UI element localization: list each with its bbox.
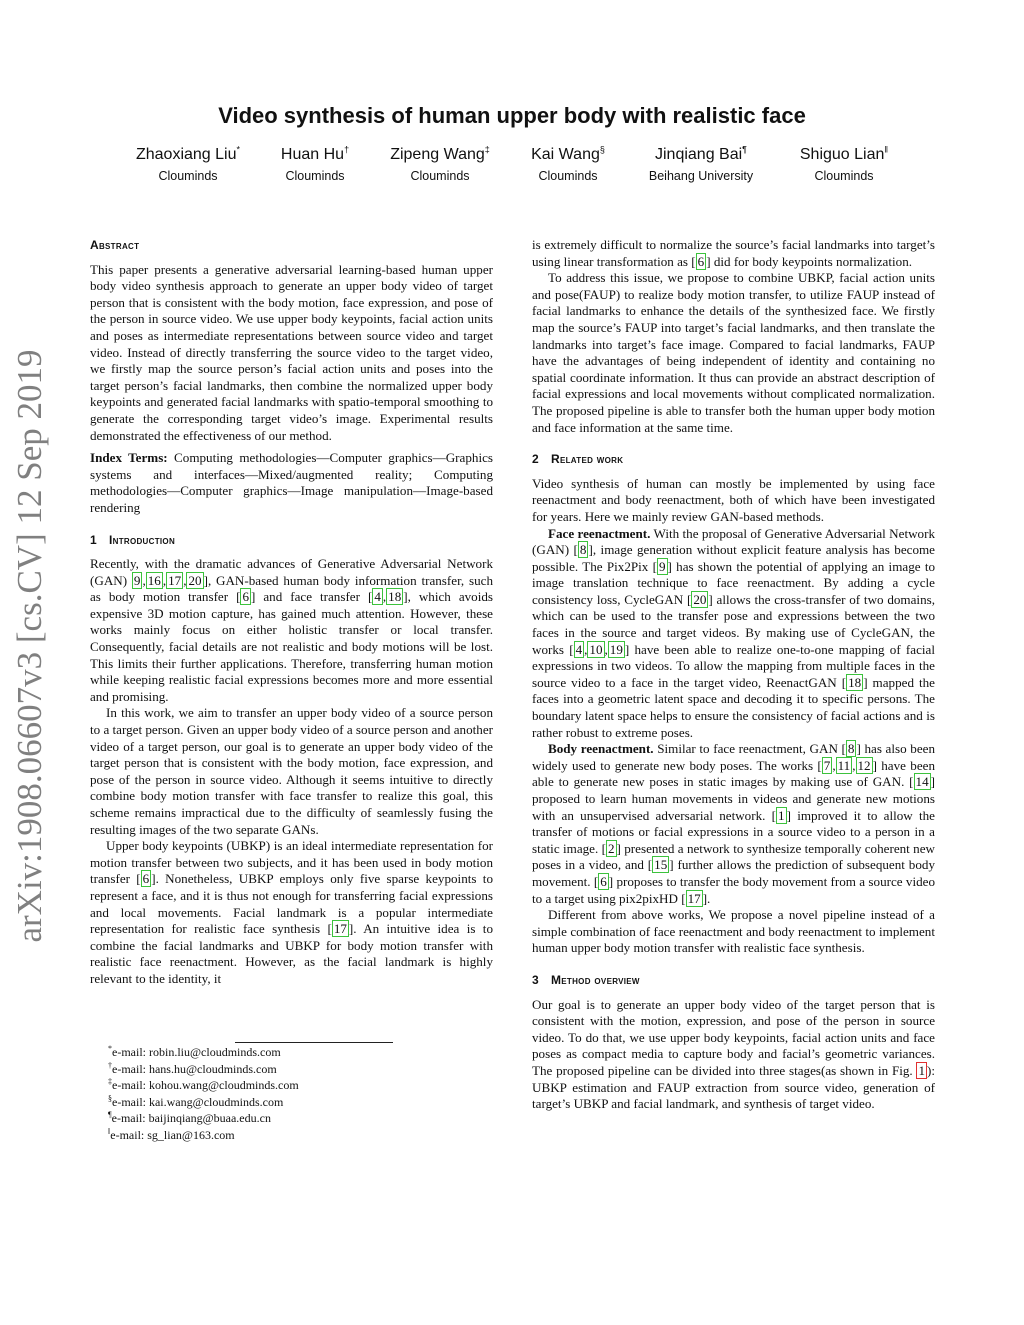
paper-title: Video synthesis of human upper body with realistic face: [218, 103, 806, 128]
citation-link[interactable]: 17: [687, 890, 701, 906]
figure-link[interactable]: 1: [918, 1062, 925, 1078]
paragraph: Upper body keypoints (UBKP) is an ideal intermediate representation for motion transfer between two subjects, and it has been used in body motion transfer [ 6 ]. Nonetheless, UBKP employs only five sparse keypoints to represent a face, and it is thus not enough for transferring facial expressions and local movements. Facial landmark is a popular intermediate representation for realistic face synthesis [ 17 ]. An intuitive idea is to combine the facial landmarks and UBKP for body motion transfer with realistic face reenactment. However, as the facial landmark is highly relevant to the identity, it: [90, 838, 493, 986]
author-block: [784, 146, 904, 183]
citation-link[interactable]: 10: [589, 641, 603, 657]
paragraph: is extremely difficult to normalize the source’s facial landmarks into target’s using linear transformation as [ 6 ] did for body keypoints normalization.: [532, 237, 935, 269]
author-mark: †: [344, 144, 350, 155]
author-block: [380, 146, 500, 183]
paragraph: Our goal is to generate an upper body video of the target person that is consistent with the motion, expression, and pose of the person in source video. To do that, we use upper body keypoints, facial action units and face poses as compact media to capture body and facial’s geometric variances. The proposed pipeline can be divided into three stages(as shown in Fig. 1 ): UBKP estimation and FAUP extraction from source video, generation of target’s UBKP and facial landmark, and synthesis of target video.: [532, 996, 935, 1112]
citation-link[interactable]: 9: [658, 558, 666, 574]
footnote: §e-mail: kai.wang@cloudminds.com: [108, 1093, 284, 1109]
author-name: Kai Wang: [531, 146, 600, 163]
section-heading: [532, 972, 935, 989]
footnote: †e-mail: hans.hu@cloudminds.com: [108, 1060, 277, 1076]
paragraph: Body reenactment. Similar to face reenactment, GAN [ 8 ] has also been widely used to generate new body poses. The works [ 7 , 11 , 12 ] have been able to generate new poses in static images by making use of GAN. [ 14 ] proposed to learn human movements in videos and generate new motions with an unsupervised adversarial network. [ 1 ] improved it to allow the transfer of motions or facial expressions in a source video to a person in a static image. [ 2 ] presented a network to synthesize temporally coherent new poses in a video, and [ 15 ] further allows the prediction of subsequent body movement. [ 6 ] proposes to transfer the body movement from a source video to a target using pix2pixHD [ 17 ].: [532, 741, 936, 906]
citation-link[interactable]: 17: [168, 572, 182, 588]
author-affiliation: Beihang University: [648, 169, 754, 183]
footnote: *e-mail: robin.liu@cloudminds.com: [108, 1044, 281, 1059]
paragraph: Face reenactment. With the proposal of Generative Adversarial Network (GAN) [ 8 ], image generation without explicit feature analysis has become possible. The Pix2Pix [ 9 ] has shown the potential of applying an image to image translation technique to face reenactment. By adding a cycle consistency loss, CycleGAN [ 20 ] allows the cross-transfer of two domains, which can be used to the transfer pose and expressions between the two faces in the source and target videos. By making use of CycleGAN, the works [ 4 , 10 , 19 ] have been able to realize one-to-one mapping of facial expressions in two videos. To allow the mapping from multiple faces in the source video to a face in the target video, ReenactGAN [ 18 ] mapped the faces into a geometric latent space and decoding it to specific persons. The boundary latent space helps to ensure the consistency of facial actions and is rather robust to extreme poses.: [532, 525, 936, 740]
citation-link[interactable]: 20: [693, 591, 707, 607]
paragraph-label: Body reenactment.: [548, 741, 654, 757]
citation-link[interactable]: 6: [600, 873, 607, 889]
section-number: 2: [532, 452, 539, 467]
left-column: [90, 237, 493, 988]
citation-link[interactable]: 20: [188, 572, 202, 588]
author-name: Huan Hu: [280, 146, 345, 163]
citation-link[interactable]: 9: [133, 572, 141, 588]
abstract-text: This paper presents a generative adversarial learning-based human upper body video synthesis approach to generate an upper body video of target person that is consistent with the body motion, face expression, and pose of the person in source video. We use upper body keypoints, facial action units and poses as intermediate representations between source video and target video. Instead of directly transferring the source video to the target video, we firstly map the source person’s facial action units and poses into the target person’s facial landmarks, then combine the normalized upper body keypoints and generated facial landmarks with spatio-temporal smoothing to generate the corresponding target video’s image. Experimental results demonstrated the effectiveness of our method.: [90, 261, 493, 443]
citation-link[interactable]: 16: [147, 572, 161, 588]
citation-link[interactable]: 15: [654, 857, 668, 873]
author-mark: ‡: [484, 144, 490, 155]
author-name: Zhaoxiang Liu: [135, 146, 237, 163]
author-mark: *: [236, 144, 241, 155]
author-block: [260, 146, 370, 183]
citation-link[interactable]: 8: [847, 741, 855, 757]
author-name: Shiguo Lian: [799, 146, 885, 163]
footnote: ¶e-mail: baijinqiang@buaa.edu.cn: [108, 1110, 271, 1126]
abstract-heading: Abstract: [90, 238, 140, 252]
author-mark: §: [599, 144, 605, 155]
citation-link[interactable]: 19: [609, 641, 623, 657]
author-name: Jinqiang Bai: [654, 146, 743, 163]
author-affiliation: Clouminds: [814, 169, 874, 183]
citation-link[interactable]: 11: [837, 757, 851, 773]
author-name: Zipeng Wang: [390, 146, 485, 163]
paragraph-label: Face reenactment.: [548, 525, 651, 541]
author-block: [636, 146, 766, 183]
section-heading: [90, 532, 493, 549]
citation-link[interactable]: 17: [333, 921, 347, 937]
author-block: [128, 146, 248, 183]
citation-link[interactable]: 6: [697, 253, 705, 269]
right-column: [532, 237, 935, 1113]
citation-link[interactable]: 4: [374, 589, 381, 605]
citation-link[interactable]: 14: [915, 774, 929, 790]
citation-link[interactable]: 12: [857, 757, 871, 773]
arxiv-id: arXiv:1908.06607v3 [cs.CV] 12 Sep 2019: [10, 349, 49, 943]
author-mark: ¶: [742, 144, 747, 155]
section-title: Related work: [550, 452, 624, 467]
paragraph: In this work, we aim to transfer an upper body video of a source person to a target person. Given an upper body video of a source person and another video of a target person, our goal is to generate an upper body video of the target person that is consistent with the body motion, face expression, and pose of the person in source video. Although it seems intuitive to directly combine body motion transfer with face transfer to realize this goal, this scheme remains impractical due to the difficulty of seamlessly fusing the resulting images of the two separate GANs.: [90, 705, 493, 837]
index-terms-label: Index Terms:: [90, 450, 168, 466]
author-block: [513, 146, 623, 183]
citation-link[interactable]: 6: [142, 871, 150, 887]
citation-link[interactable]: 7: [823, 757, 831, 773]
citation-link[interactable]: 2: [607, 840, 615, 856]
footnote: ‖e-mail: sg_lian@163.com: [108, 1126, 235, 1142]
author-affiliation: Clouminds: [410, 169, 470, 183]
section-number: 1: [90, 532, 97, 547]
section-heading: [532, 451, 935, 468]
author-affiliation: Clouminds: [158, 169, 218, 183]
citation-link[interactable]: 18: [388, 589, 402, 605]
citation-link[interactable]: 1: [778, 807, 785, 823]
footnote-rule: [235, 1042, 393, 1043]
paragraph: To address this issue, we propose to combine UBKP, facial action units and pose(FAUP) to realize body motion transfer, to utilize FAUP instead of facial landmarks to enhance the details of the synthesized face. We firstly map the source’s FAUP into target’s facial landmarks, and then translate the landmarks into target’s face image. Compared to facial landmarks, FAUP have the advantages of being independent of identity and containing no spatial coordinate information. It thus can provide an abstract description of facial expressions and local movements without complicated normalization. The proposed pipeline is able to transfer both the human upper body motion and face information at the same time.: [532, 270, 935, 435]
index-terms: [90, 450, 493, 516]
section-number: 3: [532, 972, 539, 987]
footnote: ‡e-mail: kohou.wang@cloudminds.com: [108, 1077, 299, 1093]
author-mark: ‖: [884, 144, 889, 155]
section-title: Method overview: [550, 972, 640, 987]
paragraph: Recently, with the dramatic advances of Generative Adversarial Network (GAN) 9 , 16 , 17 , 20 ], GAN-based human body information transfer, such as body motion transfer [ 6 ] and face transfer [ 4 , 18 ], which avoids expensive 3D motion capture, has gained much attention. However, these works mainly focus on either holistic transfer or local transfer. Consequently, facial details are not realistic and body motions will be lost. This limits their further applications. Therefore, transferring human motion while keeping realistic facial expressions becomes more and more essential and promising.: [90, 556, 494, 704]
section-title: Introduction: [108, 532, 176, 547]
citation-link[interactable]: 18: [848, 674, 862, 690]
index-terms-text: Computing methodologies—Computer graphics—Graphics systems and interfaces—Mixed/augmented reality; Computing methodologies—Computer graphics—Image manipulation—Image-based rendering: [90, 450, 493, 515]
paragraph: Video synthesis of human can mostly be implemented by using face reenactment and body reenactment, both of which have been investigated for years. Here we mainly review GAN-based methods.: [532, 475, 935, 524]
citation-link[interactable]: 6: [242, 589, 249, 605]
author-affiliation: Clouminds: [538, 169, 598, 183]
citation-link[interactable]: 8: [579, 542, 587, 558]
footnotes: [108, 1044, 428, 1144]
citation-link[interactable]: 4: [575, 641, 583, 657]
paragraph: Different from above works, We propose a novel pipeline instead of a simple combination of face reenactment and body reenactment to implement human upper body motion transfer with realistic face synthesis.: [532, 907, 935, 956]
author-affiliation: Clouminds: [285, 169, 345, 183]
